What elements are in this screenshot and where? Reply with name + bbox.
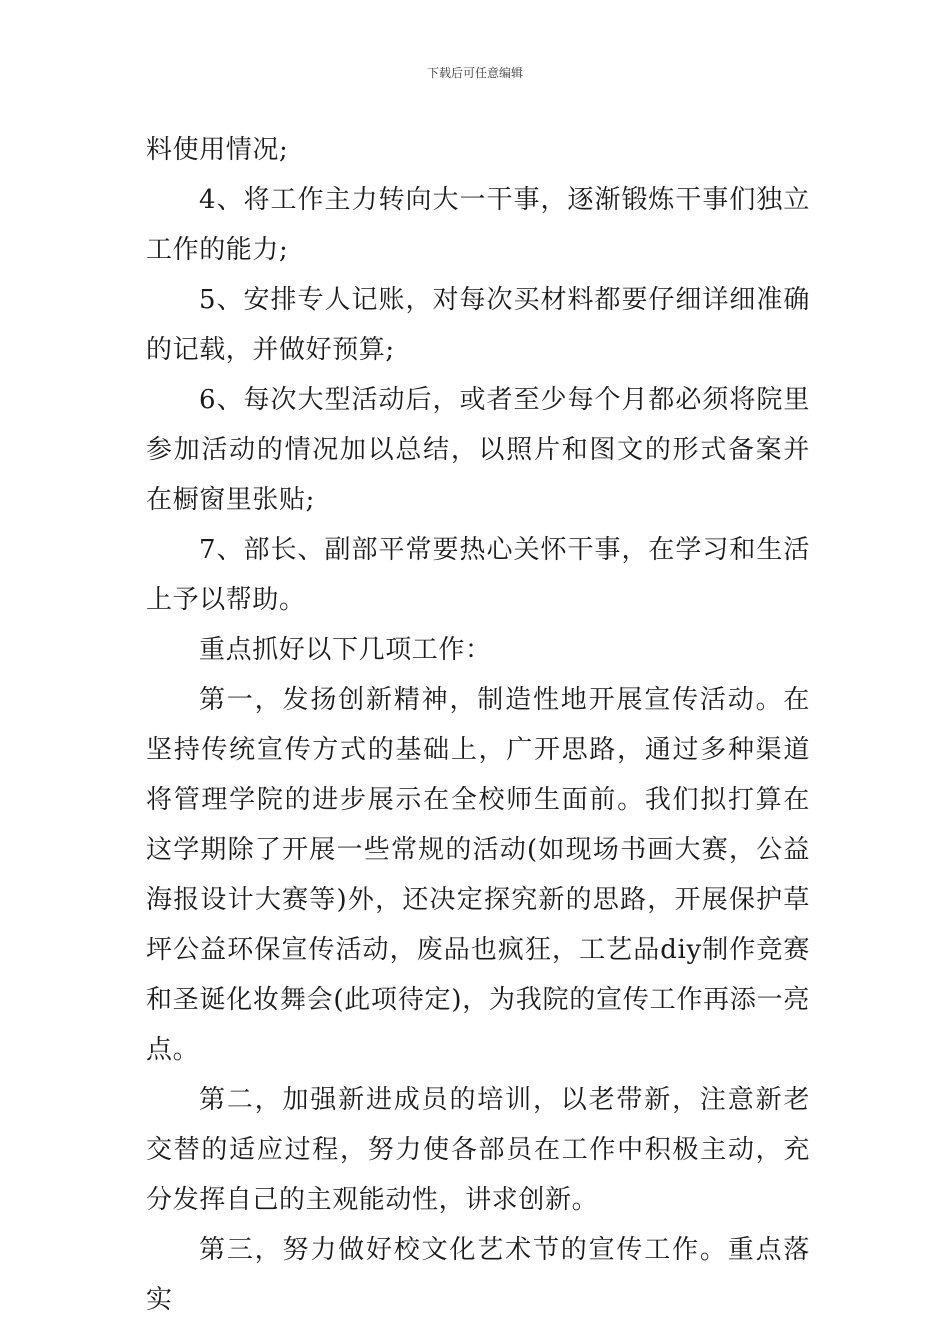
paragraph-item-5: 5、安排专人记账，对每次买材料都要仔细详细准确的记载，并做好预算; [146, 285, 810, 365]
paragraph-third: 第三，努力做好校文化艺术节的宣传工作。重点落实 [146, 1235, 810, 1315]
paragraph-first: 第一，发扬创新精神，制造性地开展宣传活动。在坚持传统宣传方式的基础上，广开思路，通过多种渠道将管理学院的进步展示在全校师生面前。我们拟打算在这学期除了开展一些常规的活动(如现场书画大赛，公益海报设计大赛等)外，还决定探究新的思路，开展保护草坪公益环保宣传活动，废品也疯狂，工艺品diy制作竞赛和圣诞化妆舞会(此项待定)，为我院的宣传工作再添一亮点。 [146, 685, 810, 1065]
paragraph-item-6: 6、每次大型活动后，或者至少每个月都必须将院里参加活动的情况加以总结，以照片和图文的形式备案并在橱窗里张贴; [146, 385, 810, 515]
paragraph-item-4: 4、将工作主力转向大一干事，逐渐锻炼干事们独立工作的能力; [146, 185, 810, 265]
paragraph-second: 第二，加强新进成员的培训，以老带新，注意新老交替的适应过程，努力使各部员在工作中积极主动，充分发挥自己的主观能动性，讲求创新。 [146, 1085, 810, 1215]
page-header: 下载后可任意编辑 [426, 66, 523, 80]
paragraph-item-7: 7、部长、副部平常要热心关怀干事，在学习和生活上予以帮助。 [146, 535, 810, 615]
paragraph-key-tasks-heading: 重点抓好以下几项工作： [199, 635, 492, 665]
document-body [146, 125, 810, 1325]
paragraph-continuation: 料使用情况; [146, 135, 289, 165]
